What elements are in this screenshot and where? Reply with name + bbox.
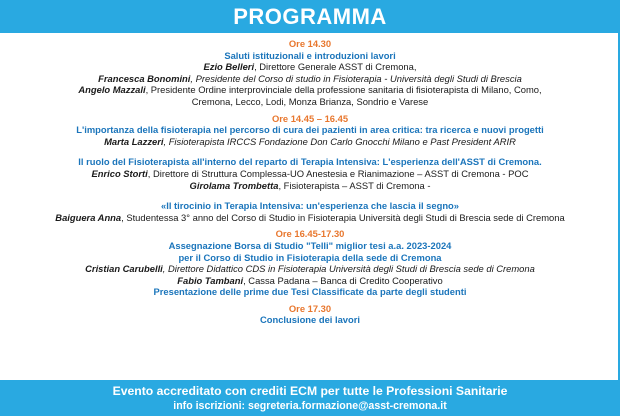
topic-title: Conclusione dei lavori <box>259 314 361 326</box>
header-banner <box>0 0 620 33</box>
speaker-name: Enrico Storti <box>91 167 148 179</box>
speaker-role: , Presidente del Corso di studio in Fisioterapia - Università degli Studi di Brescia <box>190 72 522 84</box>
time-label: Ore 17.30 <box>288 302 332 314</box>
section-internship <box>0 200 620 223</box>
speaker-name: Angelo Mazzali <box>78 84 146 96</box>
section-icu-role <box>0 156 620 191</box>
section-opening <box>0 38 620 108</box>
time-label: Ore 14.45 – 16.45 <box>271 112 349 124</box>
footer-banner <box>0 380 620 416</box>
topic-title: Saluti istituzionali e introduzioni lavori <box>224 49 396 61</box>
speaker-role: , Direttore di Struttura Complessa-UO Anestesia e Rianimazione – ASST di Cremona - POC <box>147 167 529 179</box>
speaker-name: Francesca Bonomini <box>98 72 191 84</box>
speaker-name: Cristian Carubelli <box>85 263 163 275</box>
time-label: Ore 14.30 <box>288 38 332 49</box>
speaker-name: Ezio Belleri <box>203 61 255 73</box>
speaker-line <box>0 136 620 148</box>
speaker-line <box>0 180 620 192</box>
speaker-role: , Studentessa 3° anno del Corso di Studio in Fisioterapia Università degli Studi di Brescia sede di Cremona <box>121 211 565 223</box>
section-scholarship <box>0 228 620 298</box>
speaker-name: Fabio Tambani <box>177 274 244 286</box>
speaker-role: , Direttore Generale ASST di Cremona, <box>254 61 417 73</box>
page-title: PROGRAMMA <box>233 3 387 29</box>
section-closing <box>0 303 620 326</box>
speaker-role: , Presidente Ordine interprovinciale della professione sanitaria di fisioterapista di Milano, Como, Cremona, Lecco, Lodi, Monza Brianza, Sondrio e Varese <box>145 84 542 107</box>
speaker-role: , Cassa Padana – Banca di Credito Cooperativo <box>243 274 443 286</box>
time-label: Ore 16.45-17.30 <box>275 228 345 240</box>
speaker-line <box>0 61 620 73</box>
speaker-role: , Direttore Didattico CDS in Fisioterapia Università degli Studi di Brescia sede di Cremona <box>162 263 535 275</box>
speaker-line <box>0 275 620 287</box>
speaker-line <box>0 212 620 224</box>
speaker-line <box>0 73 620 85</box>
speaker-line <box>0 263 620 275</box>
speaker-name: Marta Lazzeri <box>104 135 164 147</box>
topic-title: Presentazione delle prime due Tesi Classificate da parte degli studenti <box>153 286 467 298</box>
speaker-line <box>0 168 620 180</box>
topic-title: «Il tirocinio in Terapia Intensiva: un'esperienza che lascia il segno» <box>161 200 459 212</box>
section-critical-care <box>0 113 620 148</box>
program-content <box>0 38 620 378</box>
speaker-name: Baiguera Anna <box>55 211 122 223</box>
topic-title: Assegnazione Borsa di Studio "Telli" miglior tesi a.a. 2023-2024 <box>168 239 452 251</box>
topic-title: Il ruolo del Fisioterapista all'interno del reparto di Terapia Intensiva: L'esperienza dell'ASST di Cremona. <box>78 156 542 168</box>
speaker-role: , Fisioterapista IRCCS Fondazione Don Carlo Gnocchi Milano e Past President ARIR <box>163 135 516 147</box>
topic-subtitle: per il Corso di Studio in Fisioterapia della sede di Cremona <box>178 251 442 263</box>
speaker-line <box>0 84 620 107</box>
speaker-role: , Fisioterapista – ASST di Cremona - <box>278 179 431 191</box>
topic-title: L'importanza della fisioterapia nel percorso di cura dei pazienti in area critica: tra ricerca e nuovi progetti <box>76 124 544 136</box>
speaker-name: Girolama Trombetta <box>189 179 279 191</box>
registration-info: info iscrizioni: segreteria.formazione@asst-cremona.it <box>173 400 447 412</box>
accreditation-note: Evento accreditato con crediti ECM per tutte le Professioni Sanitarie <box>112 384 508 398</box>
